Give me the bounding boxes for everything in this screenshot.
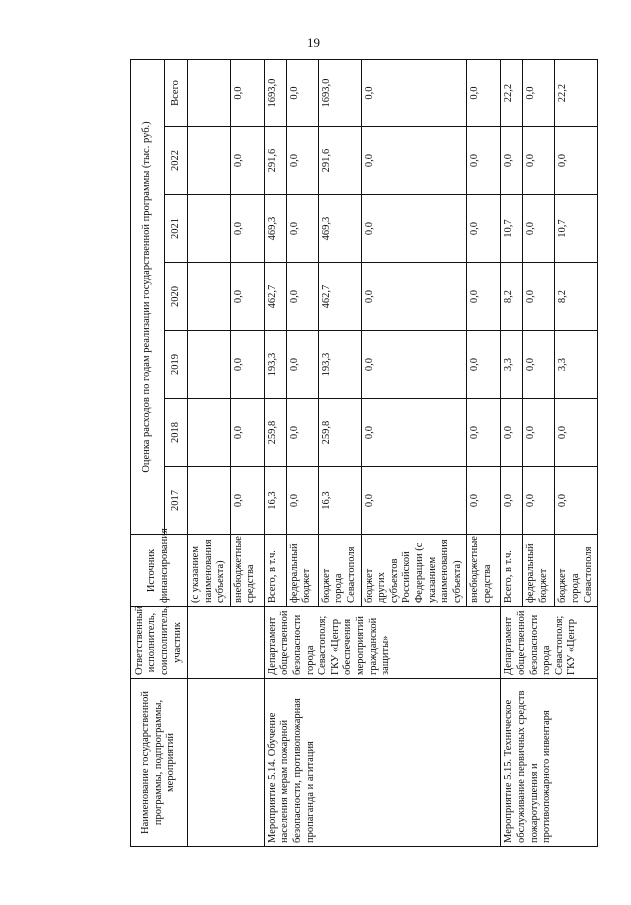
cell: 0,0 <box>361 195 467 263</box>
source-label: бюджет других субъектов Российской Федерации (с указанием наименования субъекта) <box>361 535 467 607</box>
source-label: федеральный бюджет <box>286 535 318 607</box>
cell: 0,0 <box>501 399 523 467</box>
cell: 0,0 <box>555 467 598 535</box>
cell: 0,0 <box>361 59 467 126</box>
cell: 0,0 <box>467 331 501 399</box>
cell: 0,0 <box>501 127 523 195</box>
cell: 0,0 <box>286 331 318 399</box>
source-label: Всего, в т.ч. <box>264 535 286 607</box>
cell: 8,2 <box>555 263 598 331</box>
cell: 3,3 <box>501 331 523 399</box>
cell: 0,0 <box>361 263 467 331</box>
cell: 0,0 <box>523 399 555 467</box>
cell: 1693,0 <box>264 59 286 126</box>
cell: 0,0 <box>555 399 598 467</box>
cell: 0,0 <box>467 59 501 126</box>
cell: 10,7 <box>501 195 523 263</box>
cell: 0,0 <box>286 195 318 263</box>
cell: 0,0 <box>230 127 264 195</box>
source-label: бюджет города Севастополя <box>555 535 598 607</box>
cell: 0,0 <box>523 331 555 399</box>
cell: 0,0 <box>523 59 555 126</box>
cell: 259,8 <box>264 399 286 467</box>
cell: 0,0 <box>501 467 523 535</box>
cell: 0,0 <box>523 195 555 263</box>
cell: 193,3 <box>318 331 361 399</box>
cell: 193,3 <box>264 331 286 399</box>
cell: 0,0 <box>467 399 501 467</box>
cell: 0,0 <box>286 127 318 195</box>
table-row <box>501 59 523 846</box>
header-executor: Ответственный исполнитель, соисполнитель, участник <box>131 607 188 679</box>
cell: 0,0 <box>230 399 264 467</box>
cell: 22,2 <box>555 59 598 126</box>
cell: 0,0 <box>230 331 264 399</box>
cell: 3,3 <box>555 331 598 399</box>
cell: 0,0 <box>286 263 318 331</box>
cell: 0,0 <box>361 127 467 195</box>
cont-offbudget-label: внебюджетные средства <box>230 535 264 607</box>
cell: 0,0 <box>555 127 598 195</box>
year-2019: 2019 <box>165 331 188 399</box>
year-2018: 2018 <box>165 399 188 467</box>
cell: 0,0 <box>467 127 501 195</box>
year-total: Всего <box>165 59 188 126</box>
table-row <box>264 59 286 846</box>
cell: 469,3 <box>264 195 286 263</box>
cell: 0,0 <box>286 467 318 535</box>
budget-table <box>130 59 598 847</box>
header-estimate: Оценка расходов по годам реализации государственной программы (тыс. руб.) <box>131 59 165 534</box>
cell: 0,0 <box>467 263 501 331</box>
cell: 22,2 <box>501 59 523 126</box>
header-name: Наименование государственной программы, подпрограммы, мероприятий <box>131 679 188 847</box>
cell: 469,3 <box>318 195 361 263</box>
cell: 0,0 <box>286 399 318 467</box>
cell: 259,8 <box>318 399 361 467</box>
cell: 291,6 <box>264 127 286 195</box>
cont-executor-cell <box>188 607 265 679</box>
source-label: федеральный бюджет <box>523 535 555 607</box>
cell: 16,3 <box>318 467 361 535</box>
cell: 16,3 <box>264 467 286 535</box>
cell: 462,7 <box>318 263 361 331</box>
measure-5-14-executor: Департамент общественной безопасности города Севастополя; ГКУ «Центр обеспечения мероприятий гражданской защиты» <box>264 607 501 679</box>
measure-5-14-name: Мероприятие 5.14. Обучение населения мерам пожарной безопасности, противопожарная пропаганда и агитация <box>264 679 501 847</box>
source-label: бюджет города Севастополя <box>318 535 361 607</box>
cell: 0,0 <box>230 59 264 126</box>
cont-source: (с указанием наименования субъекта) <box>188 535 231 607</box>
source-label: внебюджетные средства <box>467 535 501 607</box>
cont-name-cell <box>188 679 265 847</box>
table-row <box>188 59 231 846</box>
cell: 0,0 <box>230 467 264 535</box>
cell: 1693,0 <box>318 59 361 126</box>
header-row <box>131 59 165 846</box>
year-2017: 2017 <box>165 467 188 535</box>
cell: 0,0 <box>361 467 467 535</box>
year-2021: 2021 <box>165 195 188 263</box>
header-source: Источник финансирования <box>131 535 188 607</box>
rotated-budget-table-container <box>130 60 594 847</box>
cell: 0,0 <box>361 331 467 399</box>
cell: 0,0 <box>467 467 501 535</box>
cell: 0,0 <box>230 263 264 331</box>
year-2022: 2022 <box>165 127 188 195</box>
measure-5-15-executor: Департамент общественной безопасности города Севастополя; ГКУ «Центр <box>501 607 598 679</box>
measure-5-15-name: Мероприятие 5.15. Техническое обслуживание первичных средств пожаротушения и противопожарного инвентаря <box>501 679 598 847</box>
year-2020: 2020 <box>165 263 188 331</box>
cell: 0,0 <box>523 127 555 195</box>
cell: 0,0 <box>230 195 264 263</box>
cell: 10,7 <box>555 195 598 263</box>
cell: 0,0 <box>361 399 467 467</box>
cell: 0,0 <box>523 467 555 535</box>
cell: 0,0 <box>286 59 318 126</box>
cell: 462,7 <box>264 263 286 331</box>
cell: 0,0 <box>467 195 501 263</box>
cell: 0,0 <box>523 263 555 331</box>
cell: 291,6 <box>318 127 361 195</box>
source-label: Всего, в т.ч. <box>501 535 523 607</box>
cell: 8,2 <box>501 263 523 331</box>
page-number: 19 <box>307 35 320 50</box>
